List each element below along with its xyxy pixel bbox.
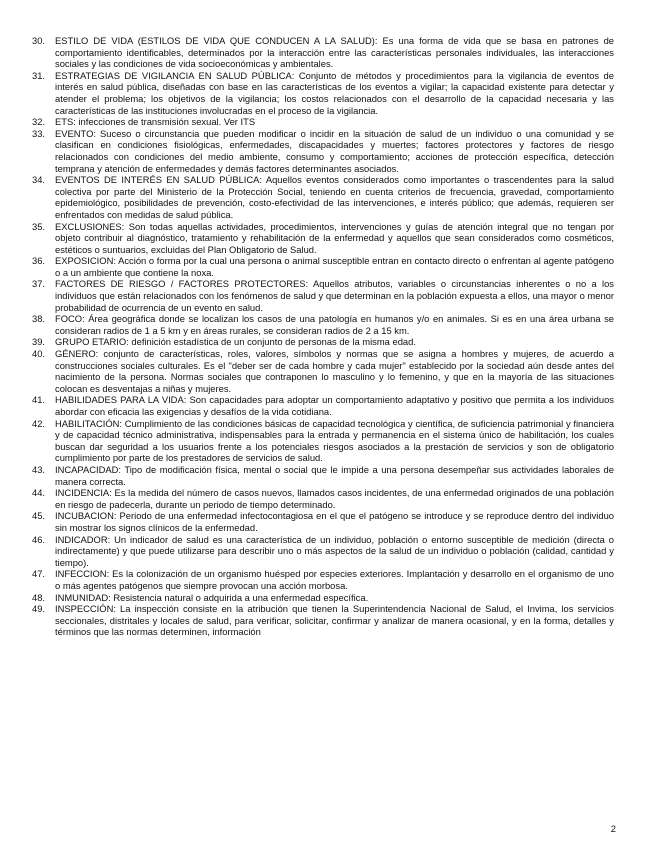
item-text: INMUNIDAD: Resistencia natural o adquirida a una enfermedad específica.: [55, 591, 369, 603]
glossary-item: [32, 568, 614, 591]
glossary-item: [32, 394, 614, 417]
glossary-item: [32, 487, 614, 510]
item-text: ETS: infecciones de transmisión sexual. Ver ITS: [55, 116, 256, 128]
item-text: INSPECCIÓN: La inspección consiste en la atribución que tienen la Superintendencia Nacional de Salud, el Invima, los servicios seccionales, distritales y locales de salud, para verificar, solicitar, confirmar y analizar de manera ocasional, y en la forma, detalles y términos que las normas determinen, información: [55, 603, 614, 638]
item-number: 38.: [32, 313, 46, 325]
item-number: 48.: [32, 591, 46, 603]
glossary-item: [32, 510, 614, 533]
glossary-item: [32, 534, 614, 569]
item-number: 41.: [32, 394, 46, 406]
item-number: 37.: [32, 278, 46, 290]
glossary-item: [32, 464, 614, 487]
glossary-item: [32, 278, 614, 313]
item-text: FOCO: Área geográfica donde se localizan los casos de una patología en humanos y/o en animales. Si es en una área urbana se consideran radios de 1 a 5 km y en áreas rurales, se consideran radios de 2 a 15 km.: [55, 313, 614, 336]
item-number: 35.: [32, 220, 46, 232]
item-text: ESTILO DE VIDA (ESTILOS DE VIDA QUE CONDUCEN A LA SALUD): Es una forma de vida que se basa en patrones de comportamiento identificables, determinados por la interacción entre las características personales individuales, las interacciones sociales y las condiciones de vida socioeconómicas y ambientales.: [55, 35, 614, 70]
item-text: INCUBACION: Periodo de una enfermedad infectocontagiosa en el que el patógeno se introduce y se reproduce dentro del individuo sin mostrar los signos clínicos de la enfermedad.: [55, 510, 614, 533]
item-number: 30.: [32, 35, 46, 46]
item-number: 42.: [32, 417, 46, 429]
page-number: 2: [610, 823, 616, 834]
item-number: 45.: [32, 510, 46, 522]
glossary-item: [32, 418, 614, 464]
item-text: EXCLUSIONES: Son todas aquellas actividades, procedimientos, intervenciones y guías de atención integral que no tengan por objeto contribuir al diagnóstico, tratamiento y rehabilitación de la enfermedad y aquellos que sean considerados como cosméticos, estéticos o suntuarios, excluidas del Plan Obligatorio de Salud.: [55, 220, 614, 255]
glossary-item: [32, 313, 614, 336]
item-text: HABILIDADES PARA LA VIDA: Son capacidades para adoptar un comportamiento adaptativo y positivo que permita a los individuos abordar con eficacia las exigencias y desafíos de la vida cotidiana.: [55, 394, 614, 417]
item-text: INFECCION: Es la colonización de un organismo huésped por especies exteriores. Implantación y desarrollo en el organismo de uno o más agentes patógenos que siempre provocan una acción morbosa.: [55, 568, 614, 591]
glossary-item: [32, 603, 614, 638]
item-number: 39.: [32, 336, 46, 348]
item-number: 46.: [32, 533, 46, 545]
glossary-item: [32, 116, 614, 128]
item-text: GÉNERO: conjunto de características, roles, valores, símbolos y normas que se asigna a hombres y mujeres, de acuerdo a construcciones sociales culturales. Es el "deber ser de cada hombre y cada mujer" establecido por la sociedad aún desde antes del nacimiento de la persona. Normas sociales que contraponen lo masculino y lo femenino, y que en la mayoría de las situaciones colocan es desventajas a niñas y mujeres.: [55, 348, 614, 394]
item-number: 40.: [32, 348, 46, 360]
item-text: GRUPO ETARIO: definición estadística de un conjunto de personas de la misma edad.: [55, 336, 416, 348]
item-number: 36.: [32, 255, 46, 267]
item-text: EVENTO: Suceso o circunstancia que pueden modificar o incidir en la situación de salud de un individuo o una comunidad y se clasifican en condiciones fisiológicas, enfermedades, discapacidades y muertes; factores protectores y factores de riesgo relacionados con condiciones del medio ambiente, consumo y comportamiento; acciones de protección específica, detección temprana y atención de enfermedades y demás factores determinantes asociados.: [55, 127, 614, 174]
item-text: HABILITACIÓN: Cumplimiento de las condiciones básicas de capacidad tecnológica y científica, de suficiencia patrimonial y financiera y de capacidad técnico administrativa, indispensables para la entrada y permanencia en el sistema único de habilitación, los cuales buscan dar seguridad a los usuarios frente a los potenciales riesgos asociados a la prestación de servicios y son de obligatorio cumplimiento por parte de los prestadores de servicios de salud.: [55, 417, 614, 464]
item-number: 47.: [32, 568, 46, 580]
glossary-item: [32, 128, 614, 174]
item-number: 44.: [32, 487, 46, 499]
item-text: INCIDENCIA: Es la medida del número de casos nuevos, llamados casos incidentes, de una enfermedad originados de una población en riesgo de padecerla, durante un periodo de tiempo determinado.: [55, 487, 614, 510]
glossary-item: [32, 35, 614, 70]
item-number: 34.: [32, 174, 46, 186]
item-text: EVENTOS DE INTERÉS EN SALUD PÚBLICA: Aquellos eventos considerados como importantes o trascendentes para la salud colectiva por parte del Ministerio de la Protección Social, teniendo en cuenta criterios de frecuencia, gravedad, comportamiento epidemiológico, posibilidades de prevención, costo-efectividad de las intervenciones, e interés público; que además, requieren ser enfrentados con medidas de salud pública.: [55, 174, 614, 220]
item-text: FACTORES DE RIESGO / FACTORES PROTECTORES: Aquellos atributos, variables o circunstancias inherentes o no a los individuos que están relacionados con los fenómenos de salud y que determinan en la población expuesta a ellos, una mayor o menor probabilidad de ocurrencia de un evento en salud.: [55, 278, 614, 313]
item-text: INDICADOR: Un indicador de salud es una característica de un individuo, población o entorno susceptible de medición (directa o indirectamente) y que puede utilizarse para describir uno o más aspectos de la salud de un individuo o población (calidad, cantidad y tiempo).: [55, 533, 614, 568]
item-text: EXPOSICION: Acción o forma por la cual una persona o animal susceptible entran en contacto directo o enfrentan al agente patógeno o a un ambiente que contiene la noxa.: [55, 255, 614, 278]
item-number: 49.: [32, 603, 46, 615]
glossary-item: [32, 336, 614, 348]
glossary-item: [32, 70, 614, 116]
item-number: 33.: [32, 127, 46, 139]
glossary-item: [32, 255, 614, 278]
glossary-item: [32, 174, 614, 220]
glossary-item: [32, 592, 614, 604]
glossary-list: [32, 35, 614, 638]
item-text: ESTRATEGIAS DE VIGILANCIA EN SALUD PÚBLICA: Conjunto de métodos y procedimientos para la vigilancia de eventos de interés en salud pública, diseñadas con base en las características de los eventos a vigilar; la capacidad existente para detectar y atender el problema; los objetivos de la vigilancia; los costos relacionados con el desarrollo de la capacidad necesaria y las características de las instituciones involucradas en el proceso de la vigilancia.: [55, 69, 614, 116]
glossary-item: [32, 348, 614, 394]
item-number: 43.: [32, 463, 46, 475]
item-number: 32.: [32, 116, 46, 128]
item-number: 31.: [32, 69, 46, 81]
glossary-item: [32, 221, 614, 256]
item-text: INCAPACIDAD: Tipo de modificación física, mental o social que le impide a una persona desempeñar sus actividades laborales de manera correcta.: [55, 463, 614, 487]
